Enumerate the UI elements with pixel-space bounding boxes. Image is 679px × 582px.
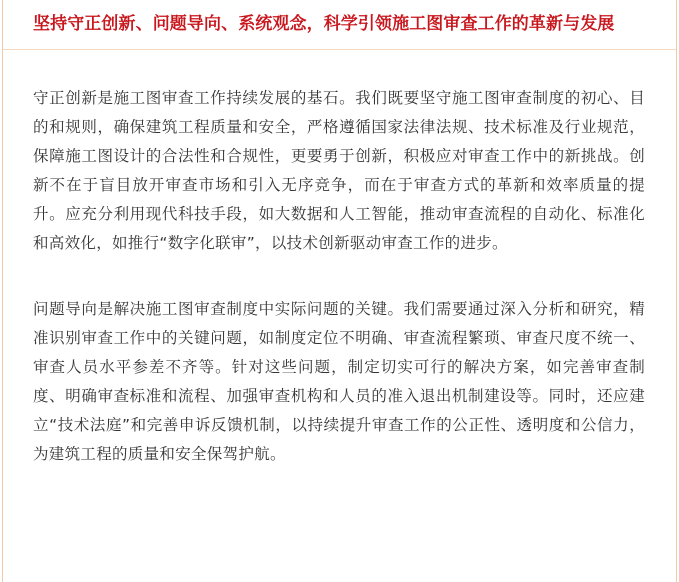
frame-left-border bbox=[2, 0, 3, 582]
section-heading: 坚持守正创新、问题导向、系统观念，科学引领施工图审查工作的革新与发展 bbox=[33, 14, 615, 34]
frame-right-border bbox=[676, 0, 677, 582]
paragraph-problem-oriented: 问题导向是解决施工图审查制度中实际问题的关键。我们需要通过深入分析和研究，精准识别审查工作中的关键问题，如制度定位不明确、审查流程繁琐、审查尺度不统一、审查人员水平参差不齐等。针对这些问题，制定切实可行的解决方案，如完善审查制度、明确审查标准和流程、加强审查机构和人员的准入退出机制建设等。同时，还应建立“技术法庭”和完善申诉反馈机制，以持续提升审查工作的公正性、透明度和公信力，为建筑工程的质量和安全保驾护航。 bbox=[33, 300, 645, 463]
heading-bar bbox=[3, 0, 676, 50]
article-body bbox=[33, 84, 645, 469]
paragraph-innovation: 守正创新是施工图审查工作持续发展的基石。我们既要坚守施工图审查制度的初心、目的和规则，确保建筑工程质量和安全，严格遵循国家法律法规、技术标准及行业规范，保障施工图设计的合法性和合规性，更要勇于创新，积极应对审查工作中的新挑战。创新不在于盲目放开审查市场和引入无序竞争，而在于审查方式的革新和效率质量的提升。应充分利用现代科技手段，如大数据和人工智能，推动审查流程的自动化、标准化和高效化，如推行“数字化联审”，以技术创新驱动审查工作的进步。 bbox=[33, 89, 645, 252]
